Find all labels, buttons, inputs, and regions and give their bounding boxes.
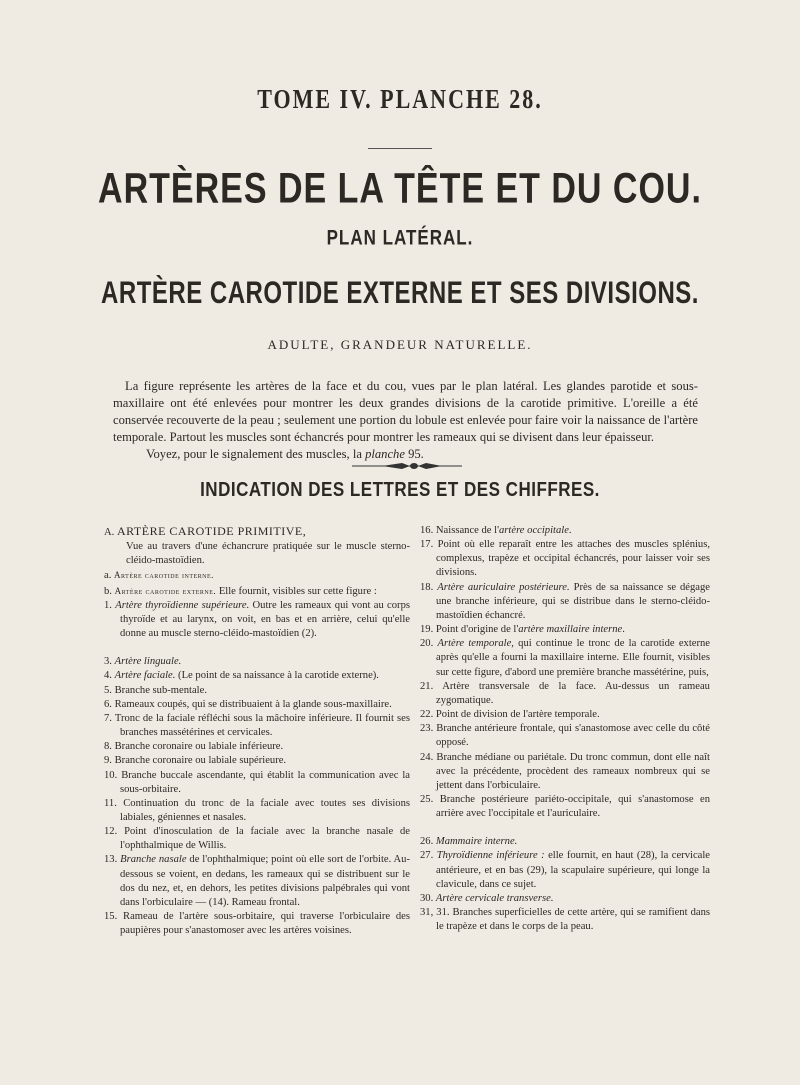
legend-text: Près de sa naissance se dégage une branche inférieure, qui se distribue dans le sterno-cléido-mastoïdien échancré. (436, 581, 711, 621)
legend-italic: Artère linguale. (114, 656, 182, 668)
legend-entry (104, 825, 410, 853)
legend-number: 17. (420, 539, 434, 551)
legend-entry (104, 740, 410, 754)
legend-entry (104, 669, 410, 683)
legend-text: Rameau de l'artère sous-orbitaire, qui traverse l'orbiculaire des paupières pour s'anastomoser avec les artères voisines. (120, 911, 410, 937)
legend-number: 30. (420, 892, 434, 904)
legend-text: Branche coronaire ou labiale supérieure. (114, 755, 287, 767)
legend-number: 6. (104, 698, 112, 710)
legend-number: 20. (420, 638, 434, 650)
legend-italic: Artère auriculaire postérieure. (437, 581, 570, 593)
legend-number: 13. (104, 854, 118, 866)
legend-number: 22. (420, 709, 434, 721)
legend-suffix: . (568, 525, 572, 536)
legend-entry (420, 524, 710, 538)
legend-entry (420, 793, 710, 821)
legend-italic: Artère thyroïdienne supérieure. (115, 599, 250, 611)
tome-plate-title: TOME IV. PLANCHE 28. (257, 82, 543, 114)
legend-text: Naissance de l' (435, 525, 499, 536)
legend-number: 3. (104, 656, 112, 668)
legend-text: ARTÈRE CAROTIDE PRIMITIVE, (116, 524, 307, 538)
legend-italic: Artère cervicale transverse. (435, 892, 554, 904)
legend-italic: artère maxillaire interne (518, 624, 623, 636)
legend-number: 1. (104, 599, 112, 611)
legend-italic: Artère faciale. (114, 670, 176, 682)
legend-entry (104, 599, 410, 641)
legend-text: Continuation du tronc de la faciale avec toutes ses divisions labiales, géniennes et nasales. (120, 797, 410, 823)
main-title: ARTÈRES DE LA TÊTE ET DU COU. (98, 165, 702, 213)
subtitle: PLAN LATÉRAL. (326, 225, 474, 250)
legend-italic: Thyroïdienne inférieure : (436, 850, 545, 862)
legend-text: Artère carotide interne. (114, 570, 214, 581)
legend-text: Tronc de la faciale réfléchi sous la mâchoire inférieure. Il fournit ses branches massétérines et cervicales. (114, 712, 410, 739)
legend-number: 27. (420, 850, 434, 862)
legend-text: Outre les rameaux qui vont au corps thyroïde et au larynx, on voit, en bas et en arrière, celui qu'elle donne au muscle sterno-cléido-mastoïdien (2). (120, 599, 410, 640)
legend-number: 7. (104, 712, 112, 724)
legend-text: Point où elle reparaît entre les attaches des muscles splénius, complexus, trapèze et occipital échancrés, pour laisser voir ses divisions. (436, 539, 710, 579)
legend-smallcaps: Artère carotide externe. (114, 585, 217, 596)
legend-left-column (104, 524, 410, 938)
legend-number: 24. (420, 751, 434, 763)
legend-text: Rameaux coupés, qui se distribuaient à la glande sous-maxillaire. (114, 698, 392, 710)
scale-note: ADULTE, GRANDEUR NATURELLE. (267, 337, 533, 352)
legend-italic: Mammaire interne. (435, 836, 518, 848)
legend-text: Branche sub-mentale. (114, 684, 207, 696)
legend-entry (420, 722, 710, 750)
section-title: ARTÈRE CAROTIDE EXTERNE ET SES DIVISIONS. (101, 275, 699, 311)
legend-number: 15. (104, 911, 118, 923)
legend-text: Branches superficielles de cette artère, qui se ramifient dans le trapèze et dans le corps de la peau. (436, 907, 710, 933)
legend-number: 8. (104, 741, 112, 753)
legend-text: elle fournit, en haut (28), la cervicale antérieure, et en bas (29), la scapulaire supérieure, qui longe la clavicule, dans ce sujet. (436, 850, 710, 890)
legend-text: Branche médiane ou pariétale. Du tronc commun, dont elle naît avec la précédente, procèdent des rameaux nombreux qui se jettent dans l'orbiculaire. (436, 751, 710, 791)
legend-entry (104, 524, 410, 540)
legend-number: 23. (420, 723, 434, 735)
legend-number: 31, 31. (420, 907, 450, 919)
legend-entry (104, 568, 410, 583)
legend-text: Branche buccale ascendante, qui établit la communication avec la sous-orbitaire. (120, 769, 410, 795)
legend-italic: artère occipitale (499, 525, 569, 536)
legend-entry (104, 684, 410, 698)
legend-entry (104, 910, 410, 938)
intro-p2-italic: planche (365, 447, 405, 461)
legend-number: 5. (104, 684, 112, 696)
legend-number: 26. (420, 836, 434, 848)
legend-entry (420, 637, 710, 679)
legend-text: Point d'origine de l' (435, 624, 519, 636)
legend-text: Vue au travers d'une échancrure pratiquée sur le muscle sterno-cléido-mastoïdien. (126, 541, 410, 567)
legend-text: (Le point de sa naissance à la carotide externe). (175, 670, 379, 682)
legend-entry (420, 538, 710, 580)
legend-entry (104, 655, 410, 669)
legend-number: 19. (420, 624, 434, 636)
legend-number: 12. (104, 826, 118, 838)
legend-number: 21. (420, 680, 434, 692)
legend-text: qui continue le tronc de la carotide externe après qu'elle a fourni la maxillaire interne. Elle fournit, visibles sur cette figure, d'abord une première branche massétérine, puis, (436, 638, 710, 678)
intro-p2-suffix: 95. (404, 447, 424, 461)
legend-text: Point d'inosculation de la faciale avec la branche nasale de l'ophthalmique de Willis. (120, 826, 411, 852)
legend-entry (420, 892, 710, 906)
legend-entry (104, 712, 410, 740)
legend-italic: Branche nasale (120, 854, 187, 866)
intro-p2-prefix: Voyez, pour le signalement des muscles, la (146, 447, 366, 461)
legend-entry (104, 754, 410, 768)
legend-entry (104, 584, 410, 599)
legend-text: Branche coronaire ou labiale inférieure. (114, 741, 284, 753)
legend-text: Point de division de l'artère temporale. (435, 709, 600, 721)
legend-entry (420, 751, 710, 793)
legend-number: 18. (420, 581, 434, 593)
legend-text: Branche antérieure frontale, qui s'anastomose avec celle du côté opposé. (436, 723, 710, 749)
ornament-divider (352, 461, 462, 471)
legend-entry (104, 769, 410, 797)
legend-entry (420, 835, 710, 849)
legend-number: 25. (420, 793, 434, 805)
title-rule (368, 148, 432, 149)
legend-entry (420, 849, 710, 891)
legend-entry (420, 623, 710, 637)
legend-text: de l'ophthalmique; point où elle sort de l'orbite. Au-dessous se voient, en dedans, les rameaux qui se distribuent sur le dos du nez, et, en dehors, les petites divisions palpébrales qui vont dans l'orbiculaire — (14). Rameau frontal. (120, 854, 411, 908)
legend-number: b. (104, 585, 112, 597)
legend-italic: Artère temporale, (437, 638, 514, 650)
intro-text (113, 378, 698, 463)
legend-number: A. (104, 527, 115, 538)
legend-entry (104, 698, 410, 712)
legend-entry (420, 581, 710, 623)
legend-entry (420, 680, 710, 708)
legend-entry (104, 797, 410, 825)
legend-number: 4. (104, 670, 112, 682)
legend-entry (104, 853, 410, 910)
intro-paragraph-1: La figure représente les artères de la face et du cou, vues par le plan latéral. Les glandes parotide et sous-maxillaire ont été enlevées pour montrer les deux grandes divisions de la carotide primitive. L'oreille a été conservée recouverte de la peau ; seulement une portion du lobule est enlevée pour faire voir la naissance de l'artère temporale. Partout les muscles sont échancrés pour montrer les rameaux qui se divisent dans leur épaisseur. (113, 379, 698, 444)
legend-entry (420, 708, 710, 722)
legend-text: Artère transversale de la face. Au-dessus un rameau zygomatique. (436, 680, 710, 706)
legend-heading: INDICATION DES LETTRES ET DES CHIFFRES. (200, 478, 600, 501)
legend-text: Elle fournit, visibles sur cette figure : (216, 585, 377, 597)
legend-number: 10. (104, 769, 118, 781)
legend-entry (104, 540, 410, 568)
legend-number: 16. (420, 525, 434, 536)
legend-number: 11. (104, 797, 117, 809)
legend-suffix: . (622, 624, 625, 636)
legend-entry (420, 906, 710, 934)
legend-number: a. (104, 570, 112, 582)
legend-right-column (420, 524, 710, 934)
legend-number: 9. (104, 755, 112, 767)
legend-text: Branche postérieure pariéto-occipitale, qui s'anastomose en arrière avec l'occipitale et l'auriculaire. (436, 793, 710, 820)
